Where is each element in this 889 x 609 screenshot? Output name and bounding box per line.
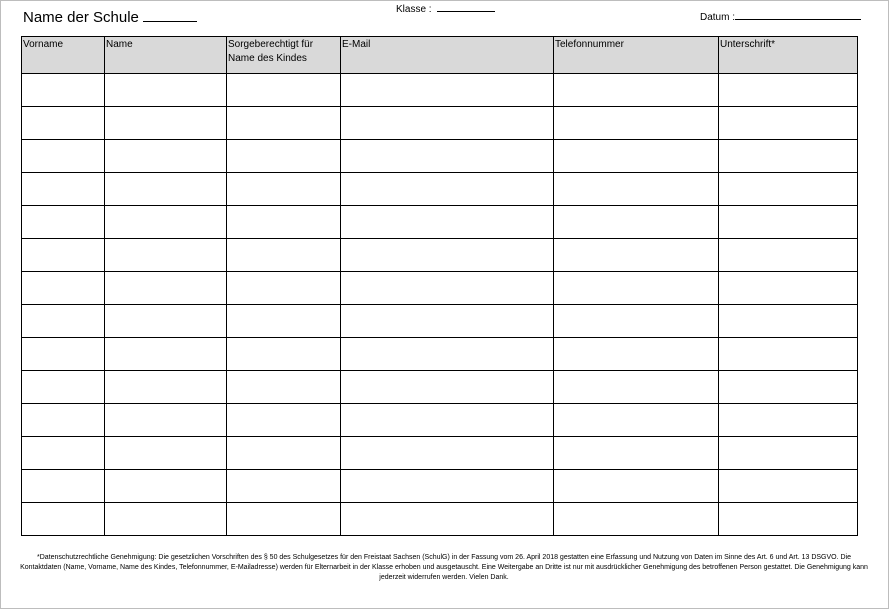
name-cell[interactable] bbox=[105, 338, 227, 371]
contact-table bbox=[21, 36, 858, 536]
unterschrift-cell[interactable] bbox=[719, 470, 858, 503]
datum-blank-line[interactable] bbox=[735, 19, 861, 20]
unterschrift-cell[interactable] bbox=[719, 404, 858, 437]
table-row bbox=[22, 305, 858, 338]
telefonnummer-cell[interactable] bbox=[554, 107, 719, 140]
name-cell[interactable] bbox=[105, 107, 227, 140]
name-cell[interactable] bbox=[105, 140, 227, 173]
vorname-cell[interactable] bbox=[22, 305, 105, 338]
column-header-email: E-Mail bbox=[341, 37, 554, 74]
name-cell[interactable] bbox=[105, 437, 227, 470]
email-cell[interactable] bbox=[341, 272, 554, 305]
email-cell[interactable] bbox=[341, 107, 554, 140]
name-cell[interactable] bbox=[105, 404, 227, 437]
table-row bbox=[22, 206, 858, 239]
unterschrift-cell[interactable] bbox=[719, 206, 858, 239]
unterschrift-cell[interactable] bbox=[719, 338, 858, 371]
privacy-footnote: *Datenschutzrechtliche Genehmigung: Die gesetzlichen Vorschriften des § 50 des Schulgesetzes für den Freistaat Sachsen (SchulG) in der Fassung vom 26. April 2018 gestatten eine Erfassung und Nutzung von Daten im Sinne des Art. 6 und Art. 13 DSGVO. Die Kontaktdaten (Name, Vorname, Name des Kindes, Telefonnummer, E-Mailadresse) werden für Elternarbeit in der Klasse erhoben und ausgetauscht. Eine Weitergabe an Dritte ist nur mit ausdrücklicher Genehmigung des betroffenen Person gestattet. Die Genehmigung kann jederzeit widerrufen werden. Vielen Dank. bbox=[20, 554, 868, 581]
klasse-label: Klasse : bbox=[396, 4, 432, 15]
vorname-cell[interactable] bbox=[22, 239, 105, 272]
table-body bbox=[22, 74, 858, 536]
telefonnummer-cell[interactable] bbox=[554, 338, 719, 371]
telefonnummer-cell[interactable] bbox=[554, 437, 719, 470]
telefonnummer-cell[interactable] bbox=[554, 74, 719, 107]
name-cell[interactable] bbox=[105, 173, 227, 206]
email-cell[interactable] bbox=[341, 173, 554, 206]
table-row bbox=[22, 272, 858, 305]
name-cell[interactable] bbox=[105, 272, 227, 305]
vorname-cell[interactable] bbox=[22, 140, 105, 173]
telefonnummer-cell[interactable] bbox=[554, 371, 719, 404]
table-row bbox=[22, 74, 858, 107]
unterschrift-cell[interactable] bbox=[719, 140, 858, 173]
table-row bbox=[22, 338, 858, 371]
column-header-unterschrift: Unterschrift* bbox=[719, 37, 858, 74]
telefonnummer-cell[interactable] bbox=[554, 140, 719, 173]
telefonnummer-cell[interactable] bbox=[554, 206, 719, 239]
telefonnummer-cell[interactable] bbox=[554, 470, 719, 503]
sorgeberechtigt-cell[interactable] bbox=[227, 74, 341, 107]
column-header-sorgeberechtigt: Sorgeberechtigt für Name des Kindes bbox=[227, 37, 341, 74]
name-cell[interactable] bbox=[105, 470, 227, 503]
sorgeberechtigt-cell[interactable] bbox=[227, 437, 341, 470]
vorname-cell[interactable] bbox=[22, 338, 105, 371]
unterschrift-cell[interactable] bbox=[719, 173, 858, 206]
table-row bbox=[22, 503, 858, 536]
telefonnummer-cell[interactable] bbox=[554, 239, 719, 272]
email-cell[interactable] bbox=[341, 239, 554, 272]
email-cell[interactable] bbox=[341, 140, 554, 173]
telefonnummer-cell[interactable] bbox=[554, 404, 719, 437]
vorname-cell[interactable] bbox=[22, 206, 105, 239]
sorgeberechtigt-cell[interactable] bbox=[227, 371, 341, 404]
sorgeberechtigt-cell[interactable] bbox=[227, 107, 341, 140]
telefonnummer-cell[interactable] bbox=[554, 173, 719, 206]
table-row bbox=[22, 437, 858, 470]
email-cell[interactable] bbox=[341, 437, 554, 470]
sorgeberechtigt-cell[interactable] bbox=[227, 140, 341, 173]
klasse-field[interactable] bbox=[396, 4, 495, 15]
name-cell[interactable] bbox=[105, 74, 227, 107]
table-header-row bbox=[22, 37, 858, 74]
datum-field[interactable] bbox=[700, 12, 861, 23]
school-name-field[interactable] bbox=[23, 9, 197, 26]
email-cell[interactable] bbox=[341, 404, 554, 437]
sorgeberechtigt-cell[interactable] bbox=[227, 173, 341, 206]
name-cell[interactable] bbox=[105, 239, 227, 272]
unterschrift-cell[interactable] bbox=[719, 107, 858, 140]
school-name-blank-line[interactable] bbox=[143, 21, 197, 22]
email-cell[interactable] bbox=[341, 338, 554, 371]
unterschrift-cell[interactable] bbox=[719, 437, 858, 470]
vorname-cell[interactable] bbox=[22, 437, 105, 470]
name-cell[interactable] bbox=[105, 206, 227, 239]
sorgeberechtigt-cell[interactable] bbox=[227, 503, 341, 536]
school-name-label: Name der Schule bbox=[23, 9, 139, 26]
telefonnummer-cell[interactable] bbox=[554, 305, 719, 338]
telefonnummer-cell[interactable] bbox=[554, 503, 719, 536]
email-cell[interactable] bbox=[341, 371, 554, 404]
vorname-cell[interactable] bbox=[22, 74, 105, 107]
table-row bbox=[22, 470, 858, 503]
unterschrift-cell[interactable] bbox=[719, 74, 858, 107]
table-row bbox=[22, 107, 858, 140]
email-cell[interactable] bbox=[341, 503, 554, 536]
email-cell[interactable] bbox=[341, 470, 554, 503]
unterschrift-cell[interactable] bbox=[719, 239, 858, 272]
vorname-cell[interactable] bbox=[22, 272, 105, 305]
email-cell[interactable] bbox=[341, 206, 554, 239]
sorgeberechtigt-cell[interactable] bbox=[227, 305, 341, 338]
column-header-vorname: Vorname bbox=[22, 37, 105, 74]
table-row bbox=[22, 404, 858, 437]
table-row bbox=[22, 140, 858, 173]
vorname-cell[interactable] bbox=[22, 503, 105, 536]
sorgeberechtigt-cell[interactable] bbox=[227, 470, 341, 503]
sorgeberechtigt-cell[interactable] bbox=[227, 206, 341, 239]
sorgeberechtigt-cell[interactable] bbox=[227, 239, 341, 272]
klasse-blank-line[interactable] bbox=[437, 11, 495, 12]
column-header-name: Name bbox=[105, 37, 227, 74]
email-cell[interactable] bbox=[341, 74, 554, 107]
vorname-cell[interactable] bbox=[22, 107, 105, 140]
telefonnummer-cell[interactable] bbox=[554, 272, 719, 305]
datum-label: Datum : bbox=[700, 12, 736, 23]
vorname-cell[interactable] bbox=[22, 371, 105, 404]
vorname-cell[interactable] bbox=[22, 404, 105, 437]
unterschrift-cell[interactable] bbox=[719, 272, 858, 305]
unterschrift-cell[interactable] bbox=[719, 305, 858, 338]
name-cell[interactable] bbox=[105, 305, 227, 338]
sorgeberechtigt-cell[interactable] bbox=[227, 338, 341, 371]
table-row bbox=[22, 173, 858, 206]
table-row bbox=[22, 239, 858, 272]
vorname-cell[interactable] bbox=[22, 470, 105, 503]
table-row bbox=[22, 371, 858, 404]
unterschrift-cell[interactable] bbox=[719, 371, 858, 404]
column-header-telefonnummer: Telefonnummer bbox=[554, 37, 719, 74]
unterschrift-cell[interactable] bbox=[719, 503, 858, 536]
sorgeberechtigt-cell[interactable] bbox=[227, 404, 341, 437]
name-cell[interactable] bbox=[105, 503, 227, 536]
sorgeberechtigt-cell[interactable] bbox=[227, 272, 341, 305]
vorname-cell[interactable] bbox=[22, 173, 105, 206]
email-cell[interactable] bbox=[341, 305, 554, 338]
name-cell[interactable] bbox=[105, 371, 227, 404]
